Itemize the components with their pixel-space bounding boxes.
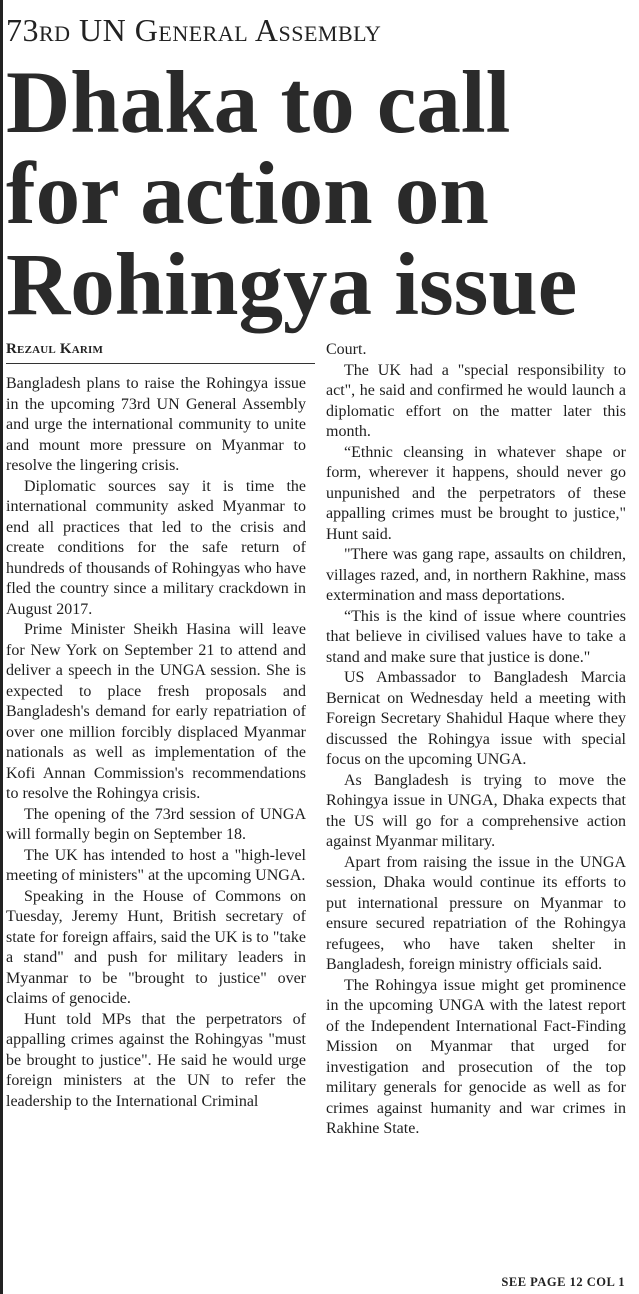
paragraph: Bangladesh plans to raise the Rohingya issue in the upcoming 73rd UN General Assembly and urge the international community to unite and mount more pressure on Myanmar to resolve the lingering crisis. [6,375,306,474]
page-edge-rule [0,0,3,1294]
paragraph: The UK had a "special responsibility to act", he said and confirmed he would launch a diplomatic effort on the matter later this month. [326,361,626,440]
paragraph: Apart from raising the issue in the UNGA session, Dhaka would continue its efforts to put international pressure on Myanmar to ensure secured repatriation of the Rohingya refugees, who have taken shelter in Bangladesh, foreign ministry officials said. [326,853,626,973]
headline-line-2: for action on [6,145,489,243]
paragraph: "There was gang rape, assaults on children, villages razed, and, in northern Rakhine, mass extermination and mass deportations. [326,546,626,604]
paragraph: Diplomatic sources say it is time the international community asked Myanmar to end all practices that led to the crisis and create conditions for the safe return of hundreds of thousands of Rohingyas who have fled the country since a military crackdown in August 2017. [6,477,306,618]
article-column-2 [326,340,626,1140]
headline-line-3: Rohingya issue [6,236,578,334]
paragraph: Prime Minister Sheikh Hasina will leave for New York on September 21 to attend and deliver a speech in the UNGA session. She is expected to place fresh proposals and Bangladesh's demand for early repatriation of over one million forcibly displaced Myanmar nationals as well as implementation of the Kofi Annan Commission's recommendations to resolve the Rohingya crisis. [6,621,306,802]
paragraph: As Bangladesh is trying to move the Rohingya issue in UNGA, Dhaka expects that the US will go for a comprehensive action against Myanmar military. [326,771,626,850]
byline: Rezaul Karim [6,341,315,364]
continuation-jump-line: SEE PAGE 12 COL 1 [501,1275,625,1289]
paragraph-continuation: Court. [326,341,367,358]
article-column-1 [6,374,306,1112]
section-kicker: 73rd UN General Assembly [6,12,382,48]
headline-line-1: Dhaka to call [6,54,511,152]
paragraph: “Ethnic cleansing in whatever shape or form, wherever it happens, should never go unpunished and the perpetrators of these appalling crimes must be brought to justice," Hunt said. [326,443,626,543]
paragraph: “This is the kind of issue where countries that believe in civilised values have to take a stand and make sure that justice is done." [326,607,626,666]
paragraph: US Ambassador to Bangladesh Marcia Bernicat on Wednesday held a meeting with Foreign Secretary Shahidul Haque where they discussed the Rohingya issue with special focus on the upcoming UNGA. [326,669,626,768]
headline [6,54,636,334]
paragraph: The Rohingya issue might get prominence in the upcoming UNGA with the latest report of the Independent International Fact-Finding Mission on Myanmar that urged for investigation and prosecution of the top military generals for genocide as well as for crimes against humanity and war crimes in Rakhine State. [326,976,626,1137]
paragraph: The opening of the 73rd session of UNGA will formally begin on September 18. [6,805,306,843]
paragraph: Hunt told MPs that the perpetrators of appalling crimes against the Rohingyas "must be brought to justice". He said he would urge foreign ministers at the UN to refer the leadership to the International Criminal [6,1010,306,1110]
paragraph: The UK has intended to host a "high-level meeting of ministers" at the upcoming UNGA. [6,846,306,884]
paragraph: Speaking in the House of Commons on Tuesday, Jeremy Hunt, British secretary of state for foreign affairs, said the UK is to "take a stand" and push for military leaders in Myanmar to be "brought to justice" over claims of genocide. [6,887,306,1007]
